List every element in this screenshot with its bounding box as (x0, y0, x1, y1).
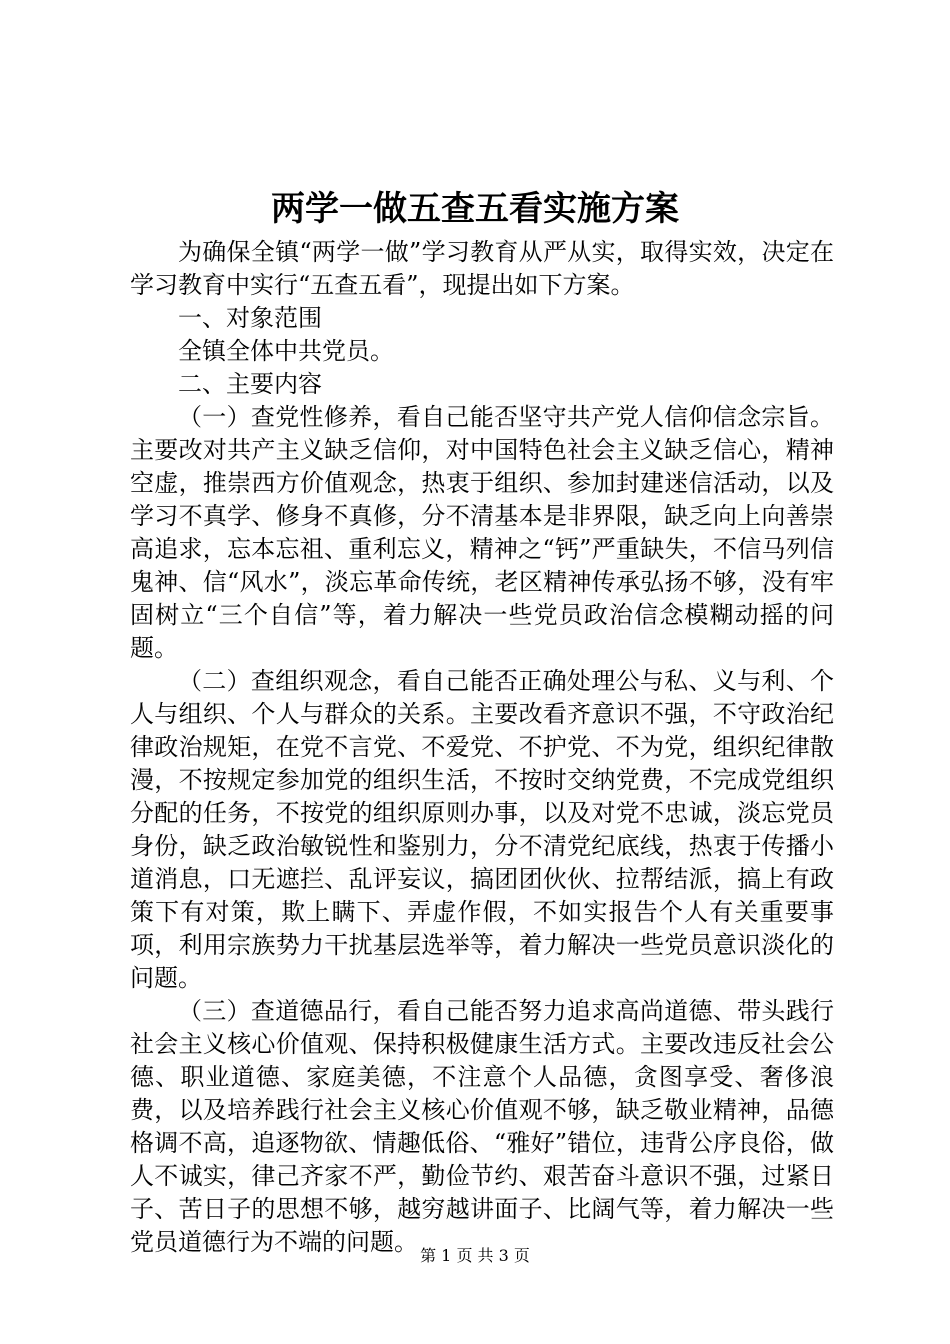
paragraph-intro: 为确保全镇“两学一做”学习教育从严从实，取得实效，决定在学习教育中实行“五查五看”，现提出如下方案。 (130, 238, 834, 299)
paragraph-scope: 全镇全体中共党员。 (178, 337, 394, 365)
paragraph-item-3: （三）查道德品行，看自己能否努力追求高尚道德、带头践行社会主义核心价值观、保持积极健康生活方式。主要改违反社会公德、职业道德、家庭美德，不注意个人品德，贪图享受、奢侈浪费，以及培养践行社会主义核心价值观不够，缺乏敬业精神，品德格调不高，追逐物欲、情趣低俗、“雅好”错位，违背公序良俗，做人不诚实，律己齐家不严，勤俭节约、艰苦奋斗意识不强，过紧日子、苦日子的思想不够，越穷越讲面子、比阔气等，着力解决一些党员道德行为不端的问题。 (130, 997, 834, 1256)
paragraph-item-1: （一）查党性修养，看自己能否坚守共产党人信仰信念宗旨。主要改对共产主义缺乏信仰，对中国特色社会主义缺乏信心，精神空虚，推崇西方价值观念，热衷于组织、参加封建迷信活动，以及学习不真学、修身不真修，分不清基本是非界限，缺乏向上向善崇高追求，忘本忘祖、重利忘义，精神之“钙”严重缺失，不信马列信鬼神、信“风水”，淡忘革命传统，老区精神传承弘扬不够，没有牢固树立“三个自信”等，着力解决一些党员政治信念模糊动摇的问题。 (130, 403, 834, 662)
document-title: 两学一做五查五看实施方案 (271, 189, 679, 229)
page-footer (0, 1244, 950, 1268)
section-heading-content: 二、主要内容 (178, 370, 322, 398)
section-heading-scope: 一、对象范围 (178, 304, 322, 332)
document-body (130, 236, 834, 1259)
page-number: 第 1 页 共 3 页 (420, 1246, 530, 1265)
paragraph-item-2: （二）查组织观念，看自己能否正确处理公与私、义与利、个人与组织、个人与群众的关系。主要改看齐意识不强，不守政治纪律政治规矩，在党不言党、不爱党、不护党、不为党，组织纪律散漫，不按规定参加党的组织生活，不按时交纳党费，不完成党组织分配的任务，不按党的组织原则办事，以及对党不忠诚，淡忘党员身份，缺乏政治敏锐性和鉴别力，分不清党纪底线，热衷于传播小道消息，口无遮拦、乱评妄议，搞团团伙伙、拉帮结派，搞上有政策下有对策，欺上瞒下、弄虚作假，不如实报告个人有关重要事项，利用宗族势力干扰基层选举等，着力解决一些党员意识淡化的问题。 (130, 667, 834, 992)
